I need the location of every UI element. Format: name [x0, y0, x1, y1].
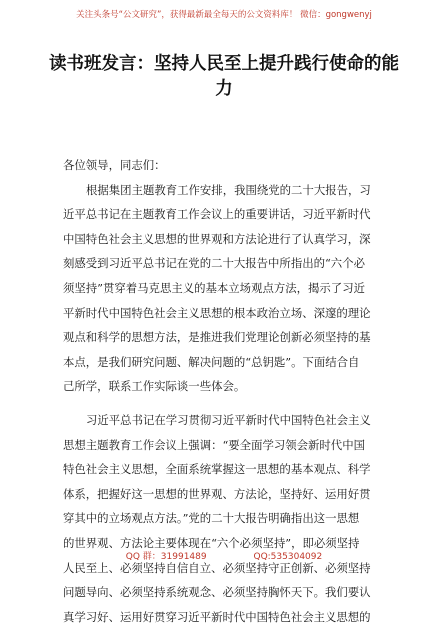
paragraph-line: 观点和科学的思想方法，是推进我们党理论创新必须坚持的基: [63, 330, 371, 345]
salutation: 各位领导，同志们：: [63, 158, 166, 172]
paragraph-line: 本点，是我们研究问题、解决问题的“总钥匙”。下面结合自: [63, 354, 360, 369]
footer-qq-group: QQ 群：31991489: [125, 552, 207, 562]
paragraph-line: 刻感受到习近平总书记在党的二十大报告中所指出的“六个必: [63, 256, 365, 271]
header-note: 关注头条号“公文研究”，获得最新最全每天的公文资料库！ 微信：gongwenyj: [76, 10, 372, 20]
paragraph-1: [63, 178, 383, 399]
document-title: [48, 52, 400, 102]
paragraph-2: [63, 408, 383, 629]
paragraph-line: 人民至上、必须坚持自信自立、必须坚持守正创新、必须坚持: [63, 560, 371, 575]
paragraph-line: 真学习好、运用好贯穿习近平新时代中国特色社会主义思想的: [63, 609, 371, 624]
paragraph-line: 的世界观、方法论主要体现在“六个必须坚持”，即必须坚持: [63, 535, 360, 550]
title-line: 力: [215, 79, 233, 99]
paragraph-spacer: [63, 399, 383, 408]
paragraph-line: 特色社会主义思想，全面系统掌握这一思想的基本观点、科学: [63, 462, 371, 477]
paragraph-line: 近平总书记在主题教育工作会议上的重要讲话，习近平新时代: [63, 207, 371, 222]
paragraph-line: 习近平总书记在学习贯彻习近平新时代中国特色社会主义: [86, 412, 371, 427]
footer-qq: QQ:535304092: [253, 552, 323, 562]
paragraph-line: 中国特色社会主义思想的世界观和方法论进行了认真学习，深: [63, 231, 371, 246]
paragraph-line: 须坚持”贯穿着马克思主义的基本立场观点方法，揭示了习近: [63, 280, 365, 295]
paragraph-line: 思想主题教育工作会议上强调：“要全面学习领会新时代中国: [63, 437, 365, 452]
paragraph-line: 问题导向、必须坚持系统观念、必须坚持胸怀天下。我们要认: [63, 585, 371, 600]
paragraph-line: 己所学，联系工作实际谈一些体会。: [63, 379, 246, 394]
paragraph-line: 平新时代中国特色社会主义思想的根本政治立场、深邃的理论: [63, 305, 371, 320]
title-line: 读书班发言：坚持人民至上提升践行使命的能: [49, 54, 399, 74]
paragraph-line: 体系，把握好这一思想的世界观、方法论，坚持好、运用好贯: [63, 486, 371, 501]
paragraph-line: 穿其中的立场观点方法。”党的二十大报告明确指出这一思想: [63, 511, 360, 526]
paragraph-line: 根据集团主题教育工作安排，我围绕党的二十大报告，习: [86, 182, 371, 197]
footer: [0, 549, 448, 562]
